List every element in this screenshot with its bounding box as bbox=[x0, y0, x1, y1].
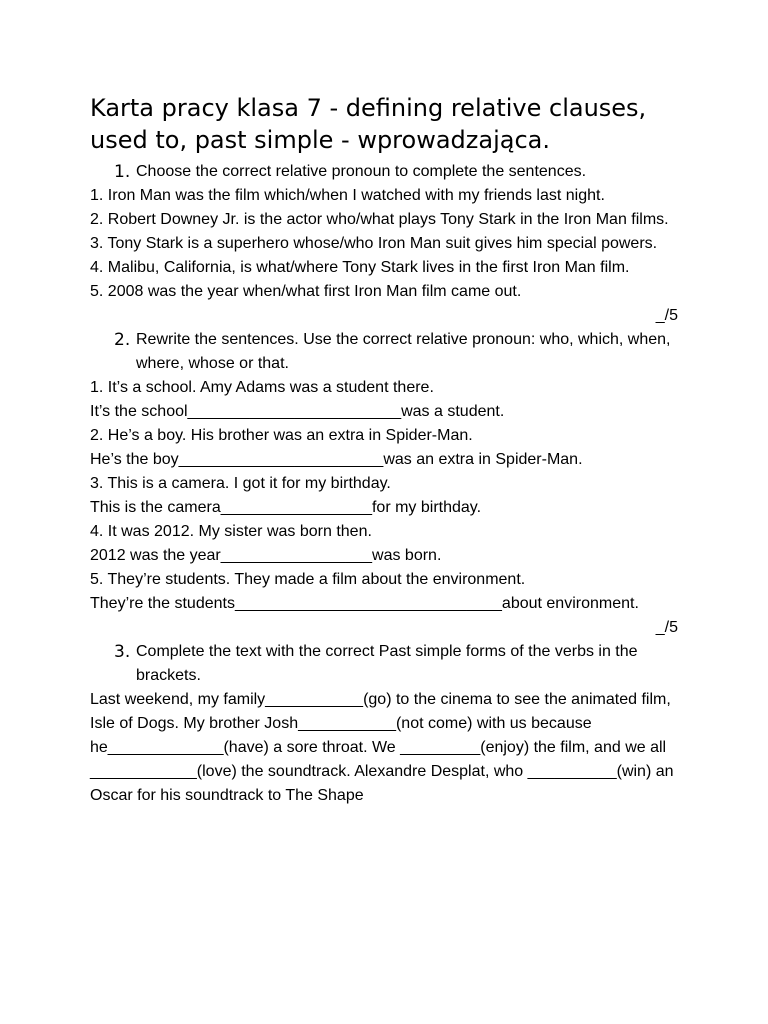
exercise-1-sentence: 2. Robert Downey Jr. is the actor who/what plays Tony Stark in the Iron Man films. bbox=[90, 211, 669, 228]
worksheet-content bbox=[90, 92, 690, 808]
exercise-3-heading bbox=[90, 640, 690, 688]
exercise-1-sentence: 1. Iron Man was the film which/when I watched with my friends last night. bbox=[90, 187, 605, 204]
exercise-2-line: He’s the boy_______________________was an extra in Spider-Man. bbox=[90, 451, 583, 468]
page-title: Karta pracy klasa 7 - defining relative clauses, used to, past simple - wprowadzająca. bbox=[90, 94, 647, 154]
exercise-3-paragraph: Last weekend, my family___________(go) to the cinema to see the animated film, Isle of Dogs. My brother Josh___________(not come) with us because he_____________(have) a sore throat. We _________(enjoy) the film, and we all ____________(love) the soundtrack. Alexandre Desplat, who __________(win) an Oscar for his soundtrack to The Shape bbox=[90, 691, 674, 804]
exercise-2-line: They’re the students______________________________about environment. bbox=[90, 595, 639, 612]
exercise-2-line: 1. It’s a school. Amy Adams was a student there. bbox=[90, 379, 434, 396]
exercise-1-sentence: 4. Malibu, California, is what/where Tony Stark lives in the first Iron Man film. bbox=[90, 259, 630, 276]
exercise-2-line: This is the camera_________________for my birthday. bbox=[90, 499, 482, 516]
exercise-2-line: 4. It was 2012. My sister was born then. bbox=[90, 523, 372, 540]
exercise-1-instruction: Choose the correct relative pronoun to complete the sentences. bbox=[136, 163, 587, 180]
exercise-2-line: 2012 was the year_________________was born. bbox=[90, 547, 442, 564]
exercise-1-sentence: 5. 2008 was the year when/what first Iron Man film came out. bbox=[90, 283, 522, 300]
exercise-2-instruction: Rewrite the sentences. Use the correct relative pronoun: who, which, when, where, whose or that. bbox=[136, 331, 671, 372]
exercise-2-number: 2. bbox=[114, 330, 131, 350]
exercise-2-line: 2. He’s a boy. His brother was an extra in Spider-Man. bbox=[90, 427, 473, 444]
exercise-2-score: _/5 bbox=[655, 619, 678, 636]
exercise-1-sentence: 3. Tony Stark is a superhero whose/who Iron Man suit gives him special powers. bbox=[90, 235, 658, 252]
exercise-3-instruction: Complete the text with the correct Past simple forms of the verbs in the brackets. bbox=[136, 643, 638, 684]
exercise-1-number: 1. bbox=[114, 162, 131, 182]
exercise-3-number: 3. bbox=[114, 642, 131, 662]
exercise-2-line: 5. They’re students. They made a film about the environment. bbox=[90, 571, 526, 588]
exercise-2-heading bbox=[90, 328, 690, 376]
exercise-1-heading bbox=[90, 160, 690, 184]
exercise-1-score: _/5 bbox=[655, 307, 678, 324]
exercise-2-line: It’s the school________________________was a student. bbox=[90, 403, 505, 420]
exercise-2-line: 3. This is a camera. I got it for my birthday. bbox=[90, 475, 391, 492]
